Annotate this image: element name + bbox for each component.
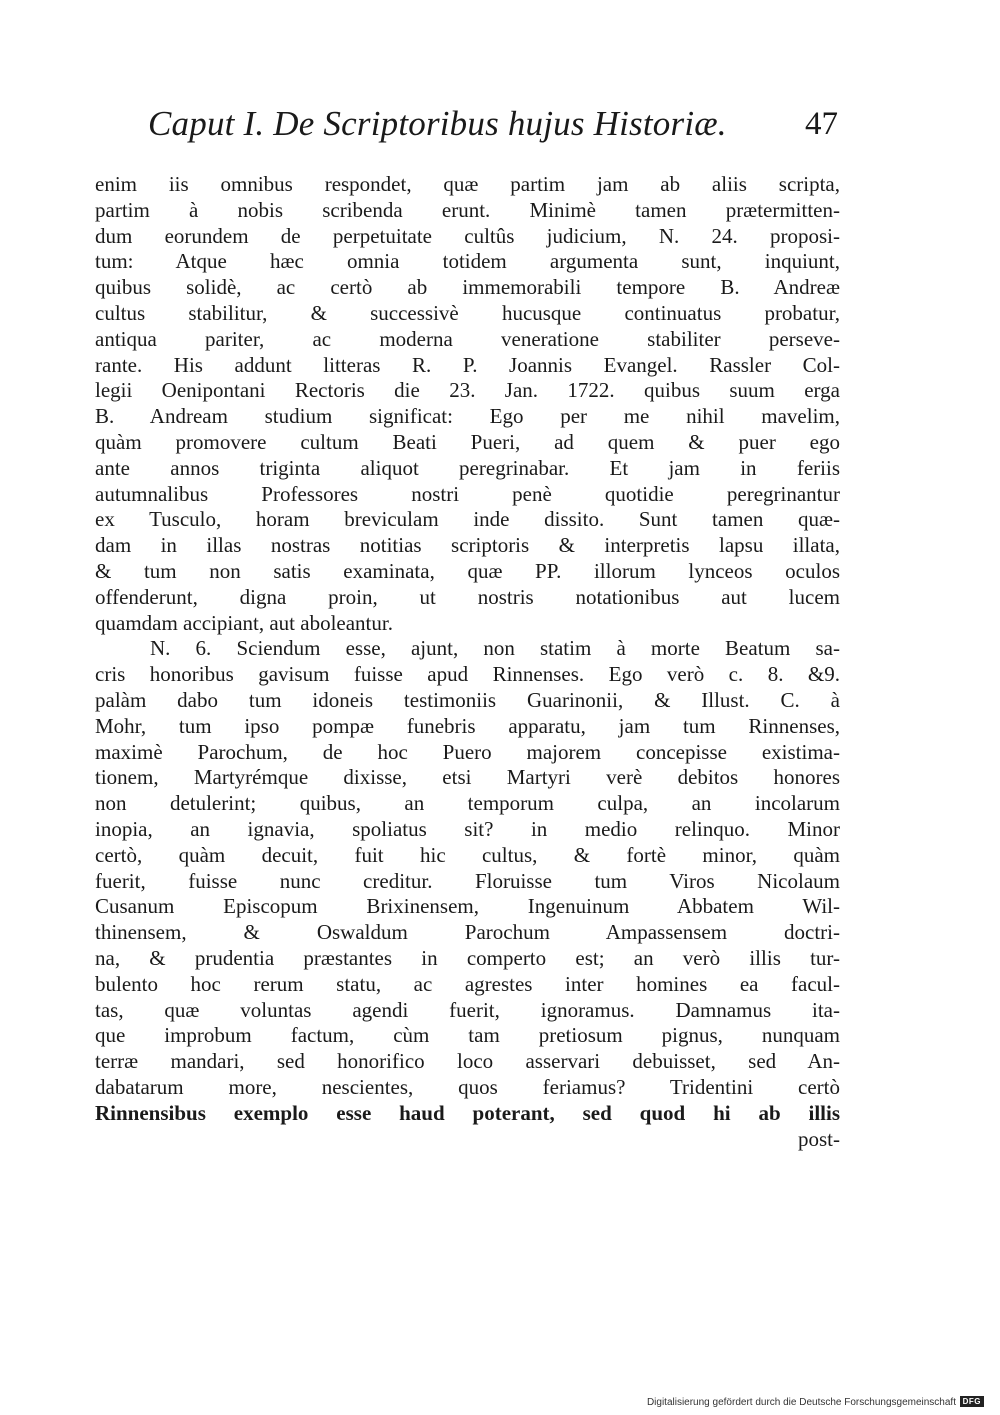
text-line: ex Tusculo, horam breviculam inde dissito. Sunt tamen quæ- <box>95 507 840 531</box>
text-line: quamdam accipiant, aut aboleantur. <box>95 611 393 635</box>
text-line: autumnalibus Professores nostri penè quotidie peregrinantur <box>95 482 840 506</box>
text-line: tum: Atque hæc omnia totidem argumenta sunt, inquiunt, <box>95 249 840 273</box>
text-line: enim iis omnibus respondet, quæ partim jam ab aliis scripta, <box>95 172 840 196</box>
text-line: Cusanum Episcopum Brixinensem, Ingenuinum Abbatem Wil- <box>95 894 840 918</box>
text-line: terræ mandari, sed honorifico loco asservari debuisset, sed An- <box>95 1049 840 1073</box>
text-line: palàm dabo tum idoneis testimoniis Guarinonii, & Illust. C. à <box>95 688 840 712</box>
text-line: quibus solidè, ac certò ab immemorabili tempore B. Andreæ <box>95 275 840 299</box>
text-line: Mohr, tum ipso pompæ funebris apparatu, jam tum Rinnenses, <box>95 714 840 738</box>
text-line: que improbum factum, cùm tam pretiosum pignus, nunquam <box>95 1023 840 1047</box>
text-line: partim à nobis scribenda erunt. Minimè tamen prætermitten- <box>95 198 840 222</box>
text-line: B. Andream studium significat: Ego per me nihil mavelim, <box>95 404 840 428</box>
text-line: maximè Parochum, de hoc Puero majorem concepisse existima- <box>95 740 840 764</box>
text-line: Rinnensibus exemplo esse haud poterant, sed quod hi ab illis <box>95 1101 840 1125</box>
text-line: cultus stabilitur, & successivè hucusque continuatus probatur, <box>95 301 840 325</box>
text-line: inopia, an ignavia, spoliatus sit? in medio relinquo. Minor <box>95 817 840 841</box>
text-line: & tum non satis examinata, quæ PP. illorum lynceos oculos <box>95 559 840 583</box>
text-line: legii Oenipontani Rectoris die 23. Jan. 1722. quibus suum erga <box>95 378 840 402</box>
text-line: antiqua pariter, ac moderna veneratione stabiliter perseve- <box>95 327 840 351</box>
running-head <box>148 104 838 156</box>
text-line: certò, quàm decuit, fuit hic cultus, & fortè minor, quàm <box>95 843 840 867</box>
text-line: fuerit, fuisse nunc creditur. Floruisse tum Viros Nicolaum <box>95 869 840 893</box>
text-line: rante. His addunt litteras R. P. Joannis Evangel. Rassler Col- <box>95 353 840 377</box>
running-title: Caput I. De Scriptoribus hujus Historiæ. <box>148 104 727 143</box>
text-line: tas, quæ voluntas agendi fuerit, ignoramus. Damnamus ita- <box>95 998 840 1022</box>
text-line: non detulerint; quibus, an temporum culpa, an incolarum <box>95 791 840 815</box>
text-line: na, & prudentia præstantes in comperto est; an verò illis tur- <box>95 946 840 970</box>
text-line: ante annos triginta aliquot peregrinabar. Et jam in feriis <box>95 456 840 480</box>
text-line: dum eorundem de perpetuitate cultûs judicium, N. 24. proposi- <box>95 224 840 248</box>
page-number: 47 <box>805 106 838 142</box>
text-line: cris honoribus gavisum fuisse apud Rinnenses. Ego verò c. 8. &9. <box>95 662 840 686</box>
text-line: quàm promovere cultum Beati Pueri, ad quem & puer ego <box>95 430 840 454</box>
text-line: thinensem, & Oswaldum Parochum Ampassensem doctri- <box>95 920 840 944</box>
text-line: N. 6. Sciendum esse, ajunt, non statim à morte Beatum sa- <box>150 636 840 660</box>
text-line: tionem, Martyrémque dixisse, etsi Martyri verè debitos honores <box>95 765 840 789</box>
text-line: dabatarum more, nescientes, quos feriamus? Tridentini certò <box>95 1075 840 1099</box>
catchword: post- <box>798 1127 840 1151</box>
dfg-logo: DFG <box>960 1396 984 1407</box>
text-line: dam in illas nostras notitias scriptoris & interpretis lapsu illata, <box>95 533 840 557</box>
text-line: offenderunt, digna proin, ut nostris notationibus aut lucem <box>95 585 840 609</box>
text-line: bulento hoc rerum statu, ac agrestes inter homines ea facul- <box>95 972 840 996</box>
digitization-note: Digitalisierung gefördert durch die Deutsche Forschungsgemeinschaft <box>646 1397 956 1408</box>
